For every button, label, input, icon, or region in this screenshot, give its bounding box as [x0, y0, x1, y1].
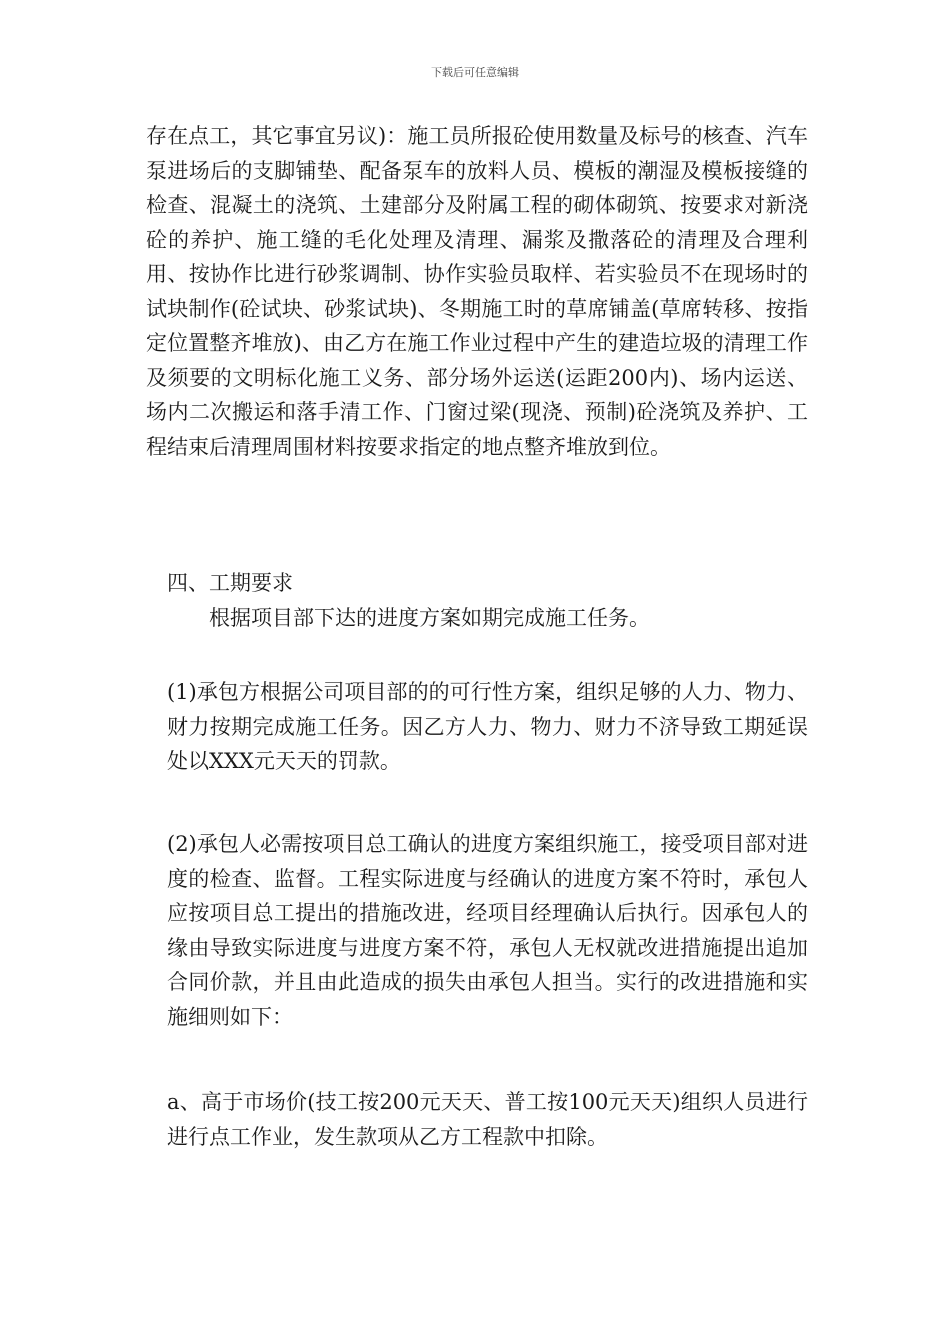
- paragraph-schedule-intro: 根据项目部下达的进度方案如期完成施工任务。: [209, 605, 650, 630]
- paragraph-clause-1: (1)承包方根据公司项目部的的可行性方案，组织足够的人力、物力、财力按期完成施工任务。因乙方人力、物力、财力不济导致工期延误处以XXX元天天的罚款。: [167, 680, 808, 773]
- paragraph-clause-2: (2)承包人必需按项目总工确认的进度方案组织施工，接受项目部对进度的检查、监督。工程实际进度与经确认的进度方案不符时，承包人应按项目总工提出的措施改进，经项目经理确认后执行。因承包人的缘由导致实际进度与进度方案不符，承包人无权就改进措施提出追加合同价款，并且由此造成的损失由承包人担当。实行的改进措施和实施细则如下：: [167, 832, 808, 1029]
- page-header: 下载后可任意编辑: [431, 66, 519, 79]
- section-title: 四、工期要求: [167, 571, 293, 595]
- paragraph-clause-a: a、高于市场价(技工按200元天天、普工按100元天天)组织人员进行进行点工作业，发生款项从乙方工程款中扣除。: [167, 1090, 808, 1149]
- paragraph-work-scope: 存在点工，其它事宜另议)：施工员所报砼使用数量及标号的核查、汽车泵进场后的支脚铺垫、配备泵车的放料人员、模板的潮湿及模板接缝的检查、混凝土的浇筑、土建部分及附属工程的砌体砌筑、按要求对新浇砼的养护、施工缝的毛化处理及清理、漏浆及撒落砼的清理及合理利用、按协作比进行砂浆调制、协作实验员取样、若实验员不在现场时的试块制作(砼试块、砂浆试块)、冬期施工时的草席铺盖(草席转移、按指定位置整齐堆放)、由乙方在施工作业过程中产生的建造垃圾的清理工作及须要的文明标化施工义务、部分场外运送(运距200内)、场内运送、场内二次搬运和落手清工作、门窗过梁(现浇、预制)砼浇筑及养护、工程结束后清理周围材料按要求指定的地点整齐堆放到位。: [146, 124, 808, 459]
- clause-a: [146, 1085, 808, 1154]
- document-body: [146, 119, 808, 464]
- section-schedule: [146, 566, 808, 635]
- clause-2: [146, 827, 808, 1034]
- clause-1: [146, 675, 808, 779]
